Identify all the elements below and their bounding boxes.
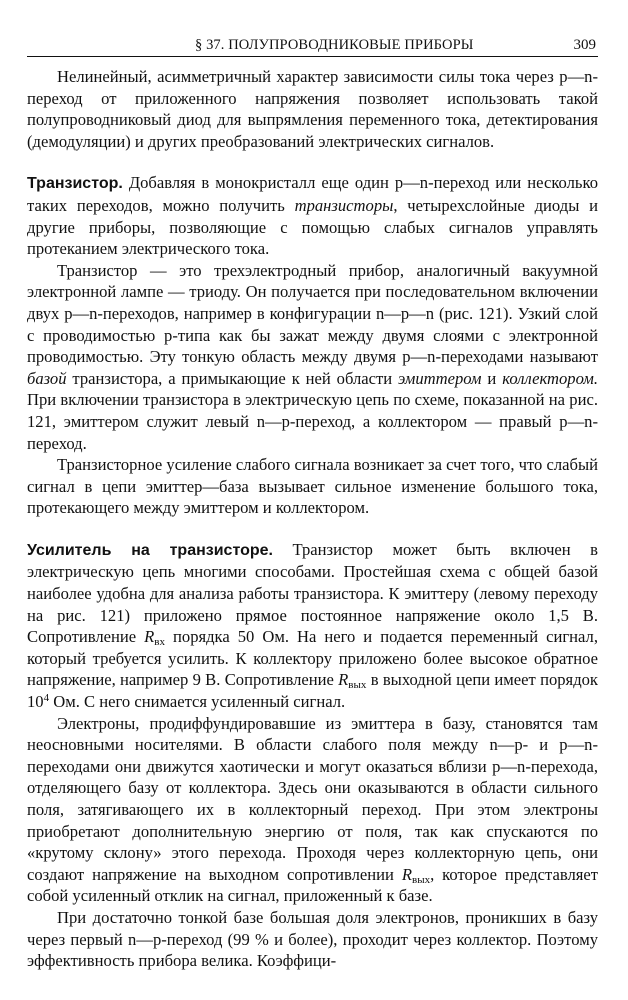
paragraph-transistor-intro: Транзистор. Добавляя в монокристалл еще один p—n-переход или несколько таких переходов, можно получить транзисторы, четырехслойные диоды и другие приборы, позволяющие с помощью слабых сигналов управлять протеканием электрического тока. [27,173,598,259]
section-title: § 37. ПОЛУПРОВОДНИКОВЫЕ ПРИБОРЫ [195,37,474,53]
page-number: 309 [573,37,596,53]
paragraph-amplifier: Усилитель на транзисторе. Транзистор может быть включен в электрическую цепь многими способами. Простейшая схема с общей базой наиболее удобна для анализа работы транзистора. К эмиттеру (левому переходу на рис. 121) приложено прямое постоянное напряжение около 1,5 В. Сопротивление $R_{вх}$ порядка 50 Ом. На него и подается переменный сигнал, который требуется усилить. К коллектору приложено более высокое обратное напряжение, например 9 В. Сопротивление $R_{вых}$ в выходной цепи имеет порядок $10^4$ Ом. С него снимается усиленный сигнал. [27,539,598,712]
header-rule [27,56,598,57]
heading-transistor: Транзистор. [27,175,123,193]
paragraph-transistor-amplification: Транзисторное усиление слабого сигнала возникает за счет того, что слабый сигнал в цепи эмиттер—база вызывает сильное изменение большого тока, протекающего между эмиттером и коллектором. [27,455,598,518]
paragraph-electron-diffusion: Электроны, продиффундировавшие из эмиттера в базу, становятся там неосновными носителями. В области слабого поля между n—p- и p—n-переходами они движутся хаотически и могут оказаться вблизи p—n-перехода, отделяющего базу от коллектора. Здесь они оказываются в области сильного поля, затягивающего их в коллекторный переход. При этом электроны приобретают дополнительную энергию от поля, так как спускаются по «крутому склону» этого перехода. Проходя через коллекторную цепь, они создают напряжение на выходном сопротивлении $R_{вых}$, которое представляет собой усиленный отклик на сигнал, приложенный к базе. [27,713,598,906]
paragraph-diode-applications: Нелинейный, асимметричный характер зависимости силы тока через p—n-переход от приложенного напряжения позволяет использовать такой полупроводниковый диод для выпрямления переменного тока, детектирования (демодуляции) и других преобразований электрических сигналов. [27,67,598,151]
page-body [27,58,598,972]
paragraph-thin-base: При достаточно тонкой базе большая доля электронов, проникших в базу через первый n—p-переход (99 % и более), проходит через коллектор. Поэтому эффективность прибора велика. Коэффици- [27,907,598,971]
heading-amplifier: Усилитель на транзисторе. [27,541,273,559]
running-header [27,0,598,58]
paragraph-transistor-structure: Транзистор — это трехэлектродный прибор, аналогичный вакуумной электронной лампе — триоду. Он получается при последовательном включении двух p—n-переходов, например в конфигурации n—p—n (рис. 121). Узкий слой с проводимостью p-типа как бы зажат между двумя слоями с электронной проводимостью. Эту тонкую область между двумя p—n-переходами называют базой транзистора, а примыкающие к ней области эмиттером и коллектором. При включении транзистора в электрическую цепь по схеме, показанной на рис. 121, эмиттером служит левый n—p-переход, а коллектором — правый p—n-переход. [27,260,598,453]
